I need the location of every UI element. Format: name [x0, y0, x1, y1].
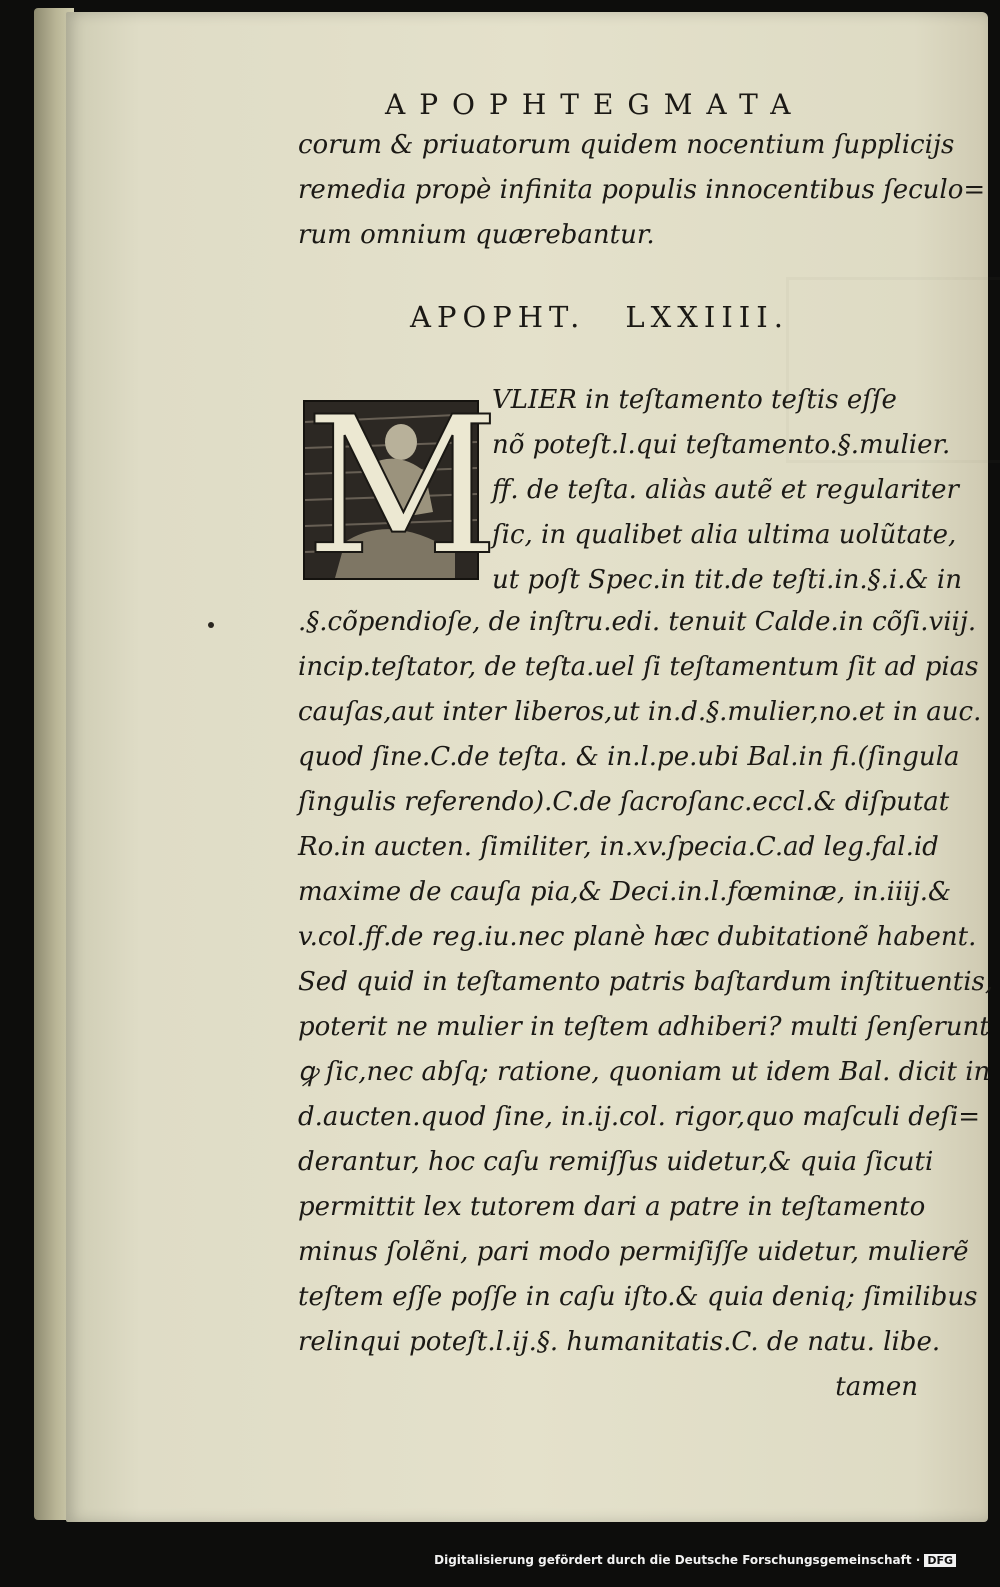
text-line: incip.teſtator, de teſta.uel ſi teſtamentum ſit ad pias	[298, 652, 979, 682]
footer-text: Digitalisierung gefördert durch die Deutsche Forschungsgemeinschaft ·	[434, 1553, 921, 1567]
paragraph-continuation	[298, 123, 986, 258]
text-line: ut poſt Spec.in tit.de teſti.in.§.i.& in	[492, 565, 962, 595]
lines-beside-initial	[492, 378, 962, 603]
footer-credit	[434, 1553, 956, 1567]
catchword: tamen	[835, 1372, 918, 1402]
text-line: minus ſolẽni, pari modo permiſiſſe uidetur, mulierẽ	[298, 1237, 969, 1267]
text-line: derantur, hoc caſu remiſſus uidetur,& quia ſicuti	[298, 1147, 934, 1177]
text-line: remedia propè infinita populis innocentibus ſeculo=	[298, 175, 986, 205]
text-line: ꝙ ſic,nec abſq; ratione, quoniam ut idem Bal. dicit in	[298, 1057, 991, 1087]
text-line: Ro.in aucten. ſimiliter, in.xv.ſpecia.C.ad leg.fal.id	[298, 832, 939, 862]
text-line: ſingulis referendo).C.de ſacroſanc.eccl.& diſputat	[298, 787, 950, 817]
text-line: ff. de teſta. aliàs autẽ et regulariter	[492, 475, 959, 505]
margin-mark	[208, 622, 214, 628]
text-line: quod ſine.C.de teſta. & in.l.pe.ubi Bal.in fi.(ſingula	[298, 742, 960, 772]
running-head: APOPHTEGMATA	[385, 88, 805, 121]
section-heading	[410, 300, 789, 334]
text-line: corum & priuatorum quidem nocentium ſupplicijs	[298, 130, 955, 160]
text-line: relinqui poteſt.l.ij.§. humanitatis.C. de natu. libe.	[298, 1327, 941, 1357]
text-line: rum omnium quærebantur.	[298, 220, 655, 250]
text-line: poterit ne mulier in teſtem adhiberi? multi ſenſerunt	[298, 1012, 990, 1042]
text-line: ſic, in qualibet alia ultima uolũtate,	[492, 520, 957, 550]
text-line: teſtem eſſe poſſe in caſu iſto.& quia deniq; ſimilibus	[298, 1282, 978, 1312]
section-label: APOPHT.	[410, 300, 586, 334]
text-line: .§.cõpendioſe, de inſtru.edi. tenuit Calde.in cõſi.viij.	[298, 607, 977, 637]
text-line: v.col.ff.de reg.iu.nec planè hæc dubitationẽ habent.	[298, 922, 977, 952]
text-line: d.aucten.quod ſine, in.ij.col. rigor,quo maſculi deſi=	[298, 1102, 981, 1132]
section-number: LXXIIII.	[625, 300, 789, 334]
woodcut-initial	[303, 376, 500, 597]
text-line: nõ poteſt.l.qui teſtamento.§.mulier.	[492, 430, 951, 460]
text-line: Sed quid in teſtamento patris baſtardum inſtituentis,	[298, 967, 994, 997]
text-line: VLIER in teſtamento teſtis eſſe	[492, 385, 897, 415]
text-line: maxime de cauſa pia,& Deci.in.l.fœminæ, in.iiij.&	[298, 877, 952, 907]
dfg-badge: DFG	[924, 1554, 956, 1567]
text-line: permittit lex tutorem dari a patre in teſtamento	[298, 1192, 926, 1222]
drop-cap-letter: M	[305, 376, 500, 597]
body-text	[298, 600, 994, 1410]
text-line: cauſas,aut inter liberos,ut in.d.§.mulier,no.et in auc.	[298, 697, 982, 727]
